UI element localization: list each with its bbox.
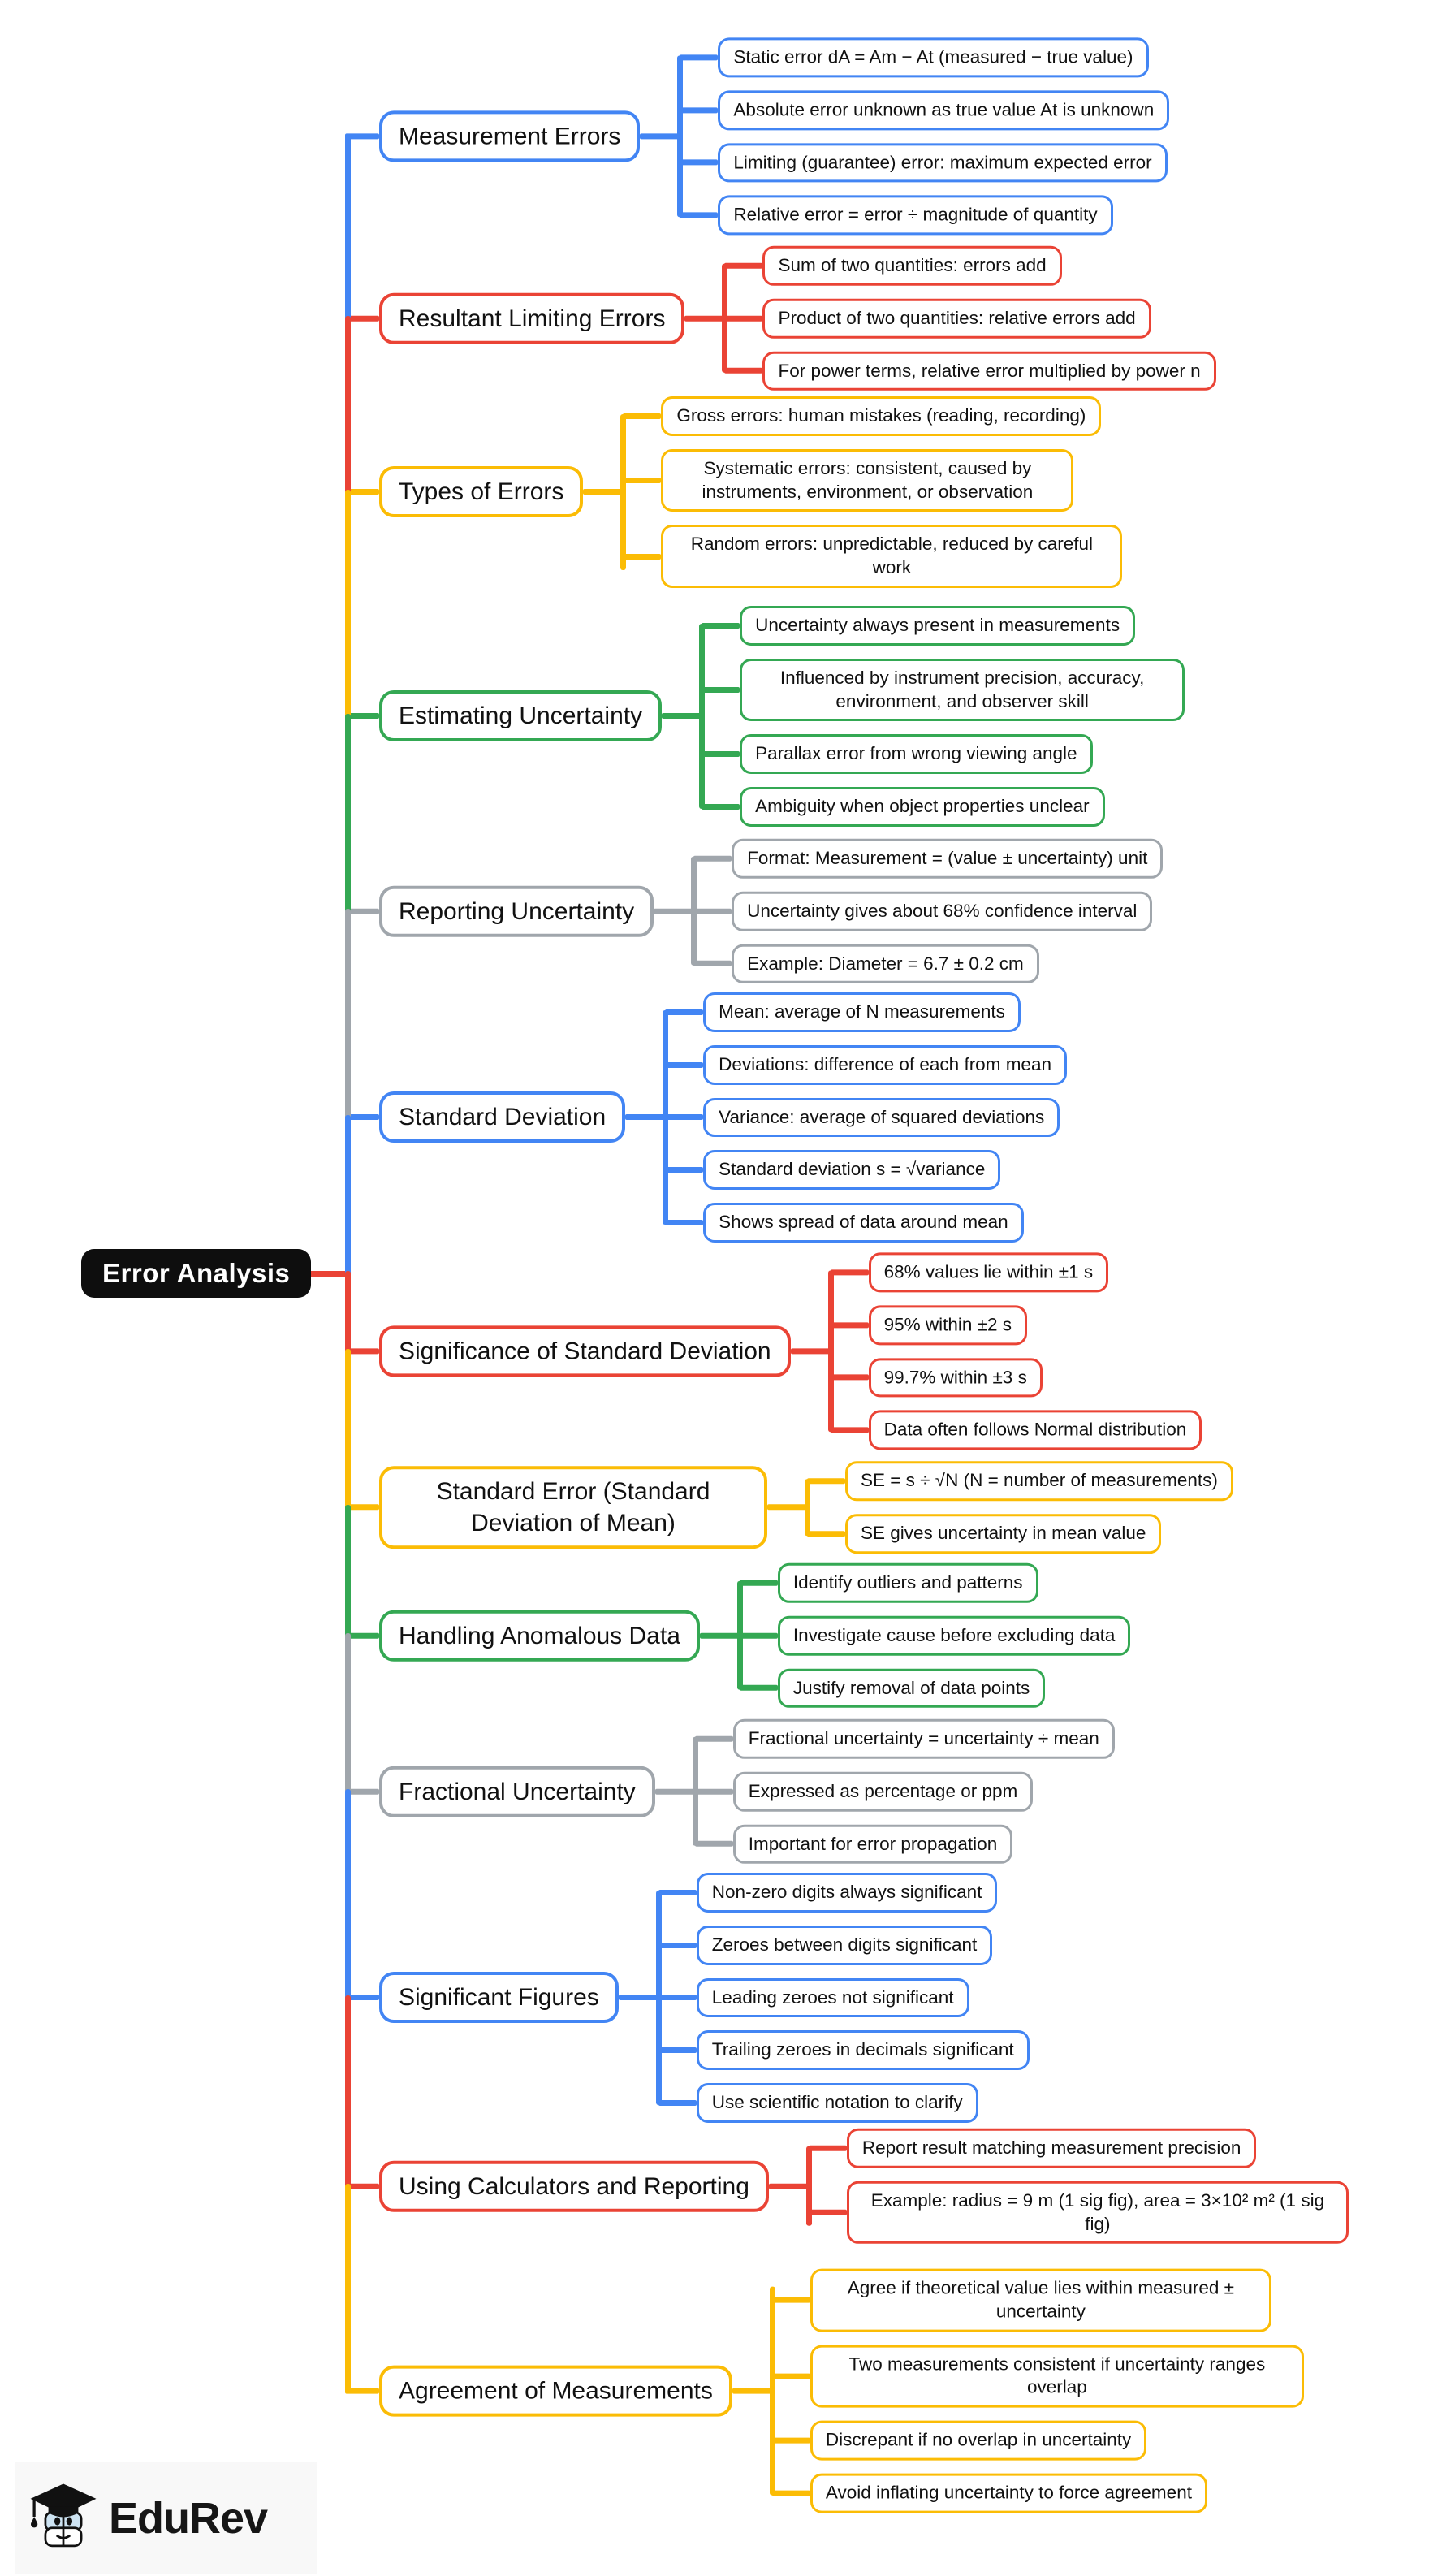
leaf-node: 99.7% within ±3 s bbox=[869, 1358, 1043, 1398]
leaf-node: Parallax error from wrong viewing angle bbox=[740, 734, 1092, 774]
branch-10 bbox=[345, 1719, 1115, 1864]
leaf-node: Systematic errors: consistent, caused by instruments, environment, or observation bbox=[661, 449, 1073, 512]
leaf-node: Agree if theoretical value lies within measured ± uncertainty bbox=[810, 2269, 1271, 2332]
branch-5 bbox=[345, 839, 1163, 983]
leaf-node: Static error dA = Am − At (measured − true value) bbox=[718, 37, 1148, 77]
leaf-node: Data often follows Normal distribution bbox=[869, 1411, 1202, 1450]
leaf-node: Uncertainty gives about 68% confidence interval bbox=[732, 892, 1152, 931]
leaf-node: Deviations: difference of each from mean bbox=[703, 1045, 1067, 1085]
branch-6 bbox=[345, 992, 1067, 1243]
branch-label: Using Calculators and Reporting bbox=[379, 2160, 769, 2211]
leaf-trunk-connector-line bbox=[583, 489, 624, 495]
leaf-node: Standard deviation s = √variance bbox=[703, 1150, 1000, 1190]
trunk-segment bbox=[345, 134, 351, 321]
trunk-segment bbox=[345, 1505, 351, 1638]
branch-7 bbox=[345, 1252, 1202, 1450]
leaf-trunk-connector-line bbox=[662, 713, 702, 719]
trunk-segment bbox=[345, 490, 351, 719]
leaf-node: SE gives uncertainty in mean value bbox=[845, 1514, 1161, 1554]
branch-4 bbox=[345, 606, 1185, 827]
leaf-group bbox=[624, 396, 1122, 588]
graduation-cap-mascot-icon bbox=[26, 2479, 101, 2558]
leaf-group bbox=[702, 606, 1185, 827]
branch-9 bbox=[345, 1563, 1130, 1708]
leaf-node: Discrepant if no overlap in uncertainty bbox=[810, 2421, 1146, 2461]
leaf-node: Uncertainty always present in measurements bbox=[740, 606, 1135, 646]
trunk-segment bbox=[345, 1789, 351, 2000]
leaf-node: Expressed as percentage or ppm bbox=[733, 1772, 1033, 1812]
branch-label: Reporting Uncertainty bbox=[379, 885, 654, 936]
leaf-node: Leading zeroes not significant bbox=[697, 1978, 969, 2018]
leaf-node: Investigate cause before excluding data bbox=[778, 1616, 1131, 1656]
edurev-logo-text: EduRev bbox=[109, 2494, 268, 2543]
leaf-group bbox=[680, 37, 1169, 235]
leaf-node: Variance: average of squared deviations bbox=[703, 1098, 1060, 1138]
branch-label: Types of Errors bbox=[379, 466, 583, 517]
branch-12 bbox=[345, 2129, 1349, 2244]
leaf-node: Product of two quantities: relative errors add bbox=[762, 299, 1151, 339]
leaf-group bbox=[740, 1563, 1131, 1708]
leaf-trunk-connector-line bbox=[619, 1995, 659, 2000]
leaf-node: Format: Measurement = (value ± uncertainty) unit bbox=[732, 839, 1163, 879]
leaf-node: Report result matching measurement precision bbox=[847, 2129, 1256, 2168]
leaf-node: Use scientific notation to clarify bbox=[697, 2083, 978, 2123]
branch-label: Significance of Standard Deviation bbox=[379, 1326, 791, 1377]
leaf-node: SE = s ÷ √N (N = number of measurements) bbox=[845, 1461, 1233, 1501]
leaf-group bbox=[725, 246, 1215, 391]
leaf-node: Two measurements consistent if uncertainty ranges overlap bbox=[810, 2345, 1304, 2408]
leaf-node: Shows spread of data around mean bbox=[703, 1203, 1023, 1243]
branch-label: Measurement Errors bbox=[379, 111, 640, 162]
leaf-trunk-connector-line bbox=[655, 1788, 696, 1794]
leaf-node: Zeroes between digits significant bbox=[697, 1926, 992, 1965]
leaf-node: Gross errors: human mistakes (reading, recording) bbox=[661, 396, 1101, 436]
leaf-node: Example: Diameter = 6.7 ± 0.2 cm bbox=[732, 944, 1039, 983]
trunk-segment bbox=[345, 2184, 351, 2393]
leaf-node: Limiting (guarantee) error: maximum expected error bbox=[718, 143, 1167, 183]
leaf-trunk-connector-line bbox=[791, 1349, 831, 1355]
branch-11 bbox=[345, 1873, 1030, 2123]
leaf-node: Non-zero digits always significant bbox=[697, 1873, 998, 1913]
leaf-node: 95% within ±2 s bbox=[869, 1305, 1027, 1345]
branch-label: Fractional Uncertainty bbox=[379, 1766, 655, 1817]
edurev-logo bbox=[15, 2462, 317, 2574]
leaf-node: 68% values lie within ±1 s bbox=[869, 1252, 1108, 1292]
leaf-group bbox=[810, 2129, 1349, 2244]
leaf-node: Identify outliers and patterns bbox=[778, 1563, 1038, 1603]
trunk-segment bbox=[345, 1271, 351, 1354]
branch-label: Resultant Limiting Errors bbox=[379, 292, 684, 344]
trunk-segment bbox=[345, 1995, 351, 2189]
leaf-trunk-connector-line bbox=[767, 1505, 808, 1511]
leaf-node: Absolute error unknown as true value At is unknown bbox=[718, 90, 1169, 130]
leaf-node: Trailing zeroes in decimals significant bbox=[697, 2030, 1030, 2070]
leaf-node: Relative error = error ÷ magnitude of quantity bbox=[718, 196, 1112, 236]
leaf-node: Influenced by instrument precision, accuracy, environment, and observer skill bbox=[740, 659, 1185, 722]
leaf-node: Example: radius = 9 m (1 sig fig), area = 3×10² m² (1 sig fig) bbox=[847, 2181, 1349, 2245]
leaf-node: Ambiguity when object properties unclear bbox=[740, 787, 1104, 827]
leaf-trunk-connector-line bbox=[700, 1632, 740, 1638]
leaf-trunk-connector-line bbox=[769, 2183, 810, 2189]
leaf-group bbox=[773, 2269, 1304, 2513]
trunk-segment bbox=[345, 1115, 351, 1276]
branch-3 bbox=[345, 396, 1122, 588]
leaf-group bbox=[808, 1461, 1233, 1554]
leaf-trunk-connector-line bbox=[640, 134, 680, 140]
trunk-segment bbox=[345, 316, 351, 495]
trunk-segment bbox=[345, 714, 351, 914]
leaf-node: Mean: average of N measurements bbox=[703, 992, 1021, 1032]
branch-label: Standard Deviation bbox=[379, 1091, 625, 1143]
branch-1 bbox=[345, 37, 1169, 235]
leaf-group bbox=[666, 992, 1067, 1243]
branch-label: Agreement of Measurements bbox=[379, 2366, 732, 2417]
leaf-node: Justify removal of data points bbox=[778, 1668, 1045, 1708]
leaf-node: Fractional uncertainty = uncertainty ÷ mean bbox=[733, 1719, 1115, 1759]
leaf-group bbox=[659, 1873, 1030, 2123]
branch-label: Significant Figures bbox=[379, 1972, 619, 2023]
root-node: Error Analysis bbox=[81, 1249, 311, 1298]
branch-label: Handling Anomalous Data bbox=[379, 1610, 700, 1661]
leaf-node: Avoid inflating uncertainty to force agreement bbox=[810, 2474, 1207, 2513]
leaf-trunk-connector-line bbox=[732, 2388, 773, 2394]
leaf-group bbox=[831, 1252, 1202, 1450]
leaf-trunk-connector-line bbox=[625, 1114, 666, 1120]
branch-label: Estimating Uncertainty bbox=[379, 690, 662, 741]
leaf-node: Important for error propagation bbox=[733, 1824, 1012, 1864]
trunk-segment bbox=[345, 1633, 351, 1794]
branch-8 bbox=[345, 1461, 1233, 1554]
leaf-trunk-connector-line bbox=[684, 315, 725, 321]
trunk-segment bbox=[345, 909, 351, 1120]
trunk-segment bbox=[345, 1349, 351, 1510]
leaf-node: Random errors: unpredictable, reduced by careful work bbox=[661, 525, 1122, 588]
leaf-group bbox=[696, 1719, 1115, 1864]
branch-2 bbox=[345, 246, 1216, 391]
leaf-group bbox=[694, 839, 1163, 983]
leaf-trunk-connector-line bbox=[654, 908, 694, 914]
branch-13 bbox=[345, 2269, 1304, 2513]
branch-label: Standard Error (Standard Deviation of Mean) bbox=[379, 1466, 767, 1549]
leaf-node: For power terms, relative error multiplied by power n bbox=[762, 351, 1215, 391]
leaf-node: Sum of two quantities: errors add bbox=[762, 246, 1061, 286]
